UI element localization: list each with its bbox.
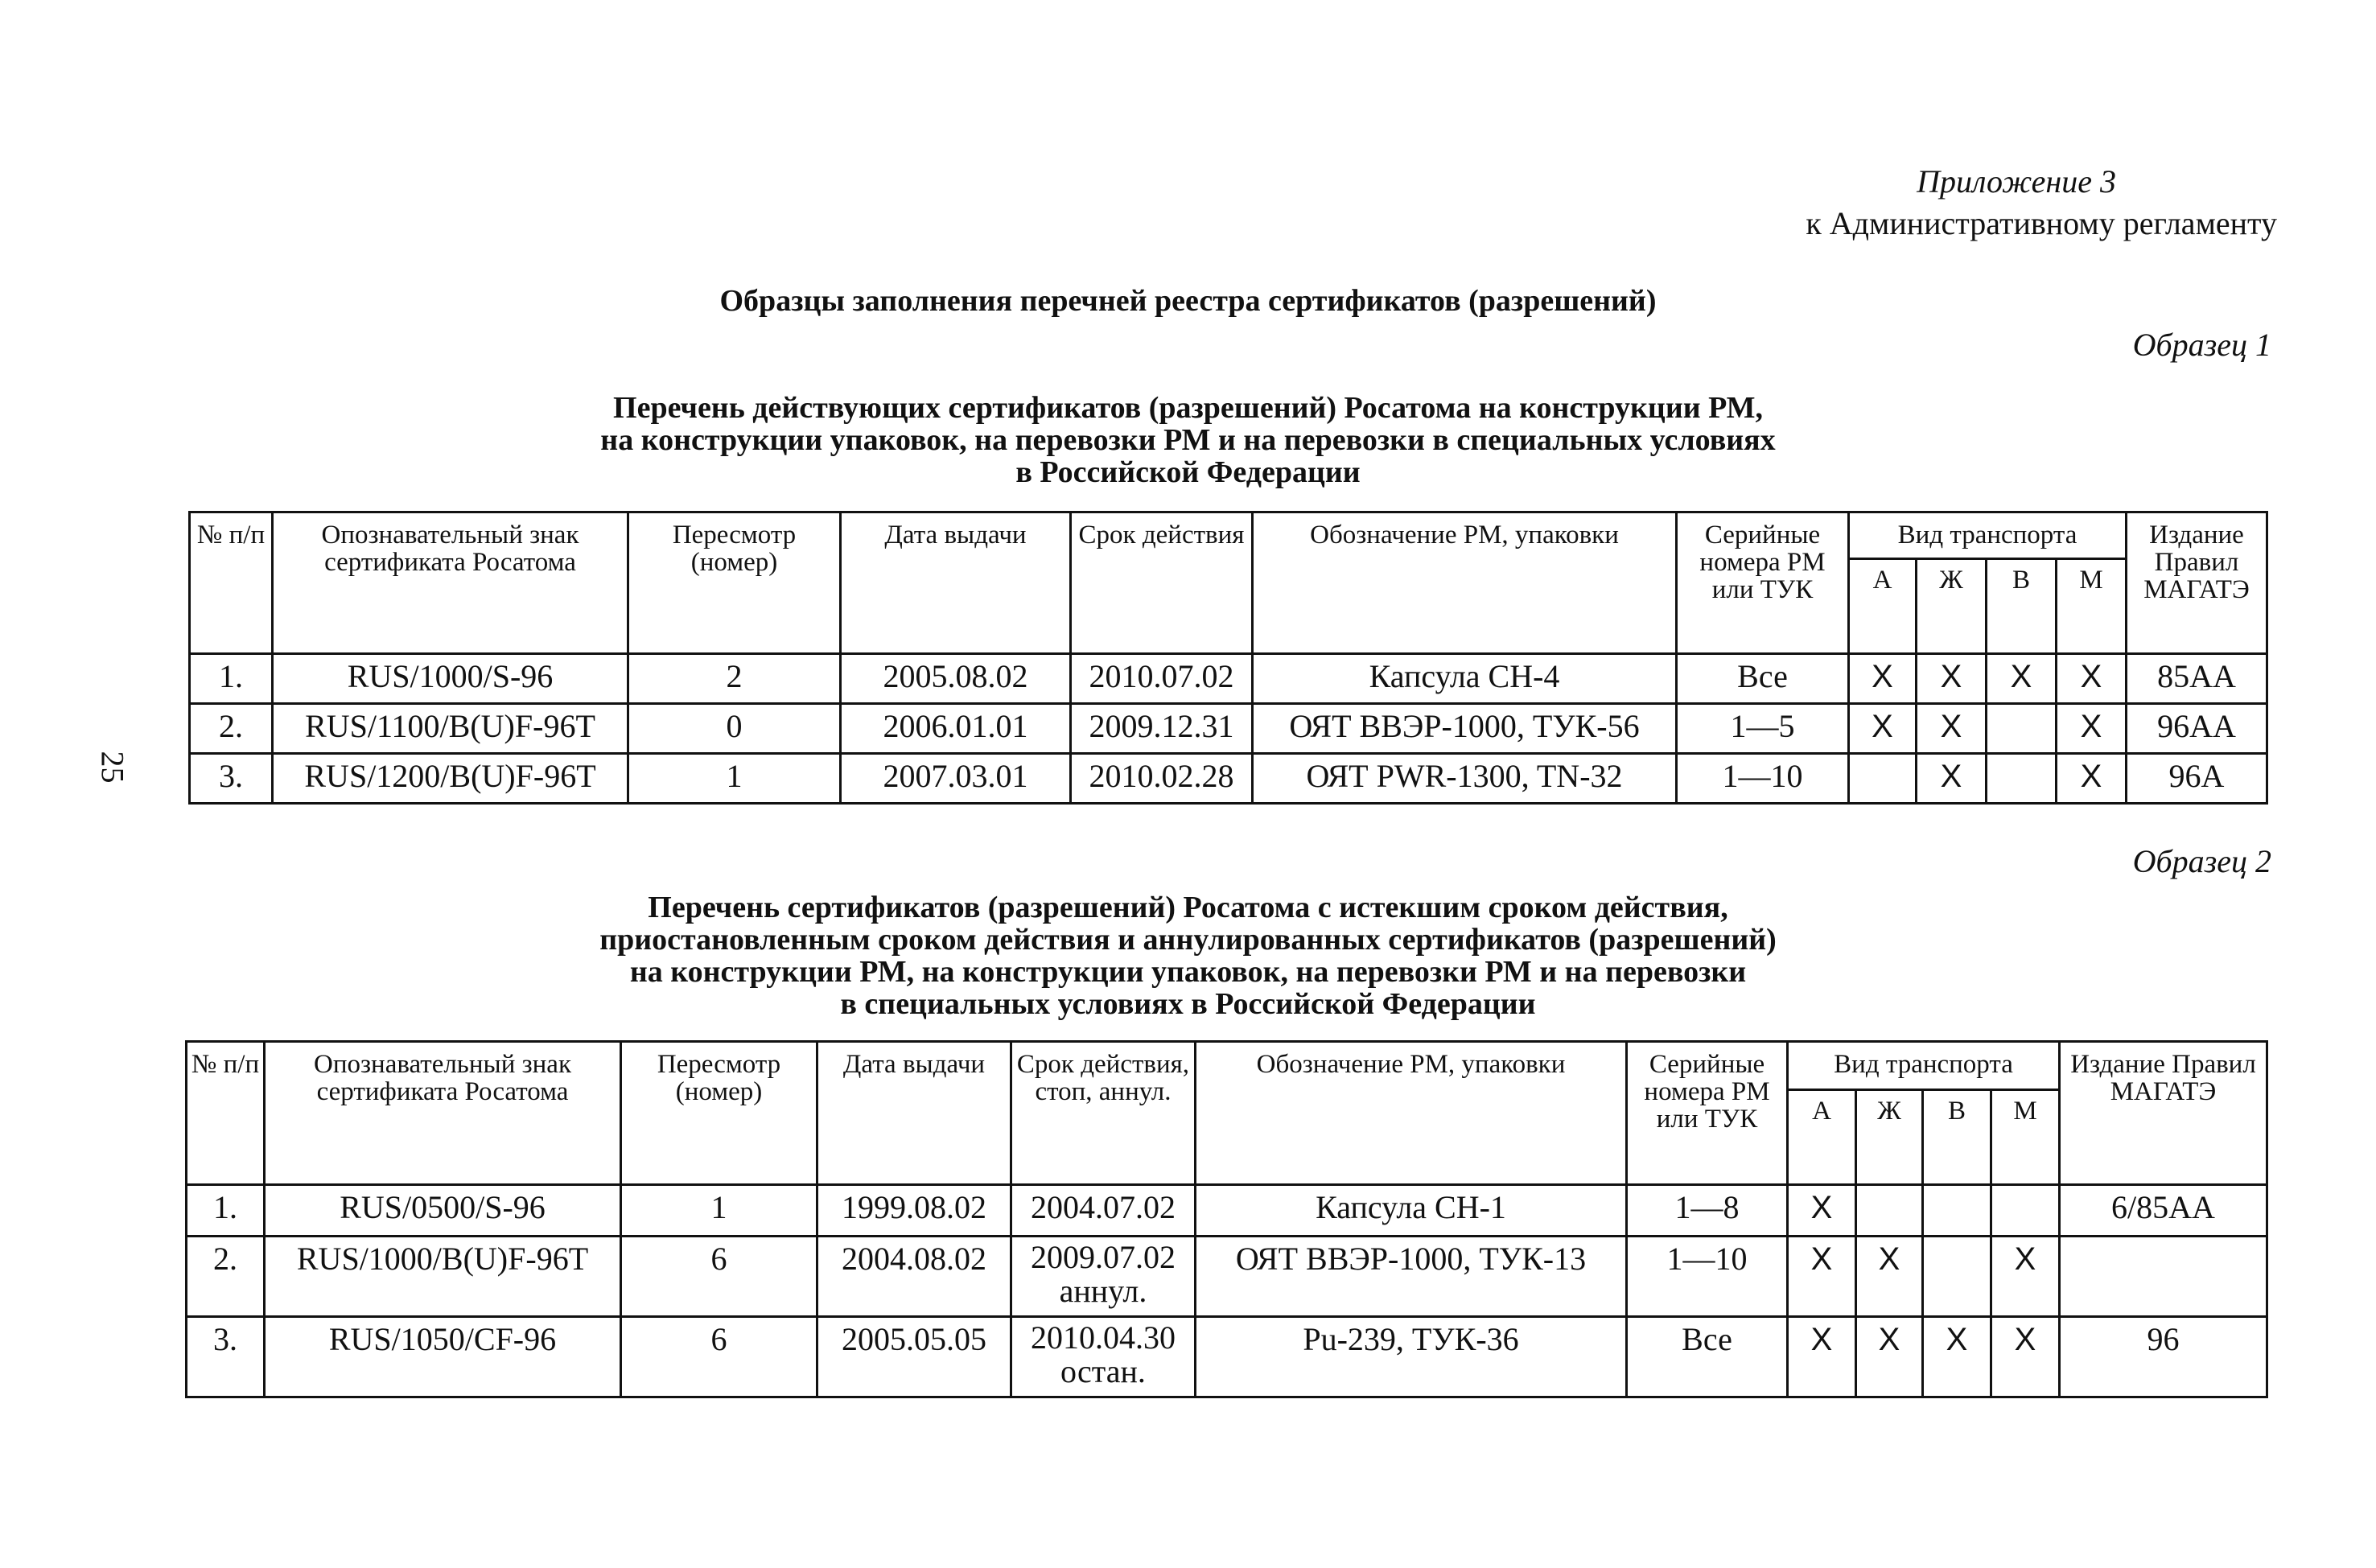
appendix-label: Приложение 3 — [1917, 163, 2116, 200]
cell-sign: RUS/1000/S-96 — [273, 654, 628, 704]
table-row — [187, 1237, 2267, 1317]
header-transport-zh: Ж — [1917, 559, 1987, 654]
cell-revision: 1 — [621, 1185, 817, 1237]
main-title: Образцы заполнения перечней реестра сертификатов (разрешений) — [719, 284, 1657, 318]
sample2-title — [0, 891, 2376, 1020]
sample1-title-line: на конструкции упаковок, на перевозки РМ и на перевозки в специальных условиях — [600, 423, 1776, 457]
header-serial: Серийные номера РМ или ТУК — [1677, 512, 1849, 654]
header-transport-m: М — [1991, 1090, 2060, 1185]
sample1-title — [0, 392, 2376, 488]
table-row — [187, 1185, 2267, 1237]
cell-transport-a: X — [1849, 704, 1917, 754]
cell-num: 1. — [187, 1185, 265, 1237]
cell-designation: Pu-239, ТУК-36 — [1196, 1317, 1627, 1397]
cell-transport-a: X — [1849, 654, 1917, 704]
cell-revision: 2 — [628, 654, 841, 704]
cell-transport-zh: X — [1856, 1317, 1923, 1397]
cell-transport-a: X — [1788, 1317, 1856, 1397]
header-revision: Пересмотр (номер) — [621, 1042, 817, 1185]
cell-transport-a: X — [1788, 1237, 1856, 1317]
header-edition: Издание Правил МАГАТЭ — [2127, 512, 2267, 654]
cell-issue-date: 2005.08.02 — [841, 654, 1071, 704]
header-edition: Издание Правил МАГАТЭ — [2060, 1042, 2267, 1185]
cell-transport-m: X — [2057, 704, 2127, 754]
cell-issue-date: 2007.03.01 — [841, 754, 1071, 804]
header-serial: Серийные номера РМ или ТУК — [1627, 1042, 1788, 1185]
header-validity: Срок действия — [1071, 512, 1253, 654]
page-number: 25 — [94, 751, 131, 784]
cell-designation: ОЯТ ВВЭР-1000, ТУК-56 — [1253, 704, 1677, 754]
table-row — [190, 654, 2267, 704]
cell-sign: RUS/1000/B(U)F-96T — [265, 1237, 621, 1317]
sample2-label: Образец 2 — [2132, 843, 2271, 879]
table-row — [187, 1317, 2267, 1397]
cell-transport-zh: X — [1856, 1237, 1923, 1317]
cell-transport-zh: X — [1917, 754, 1987, 804]
cell-transport-m: X — [1991, 1237, 2060, 1317]
table-row — [190, 704, 2267, 754]
header-designation: Обозначение РМ, упаковки — [1196, 1042, 1627, 1185]
cell-serial: 1—5 — [1677, 704, 1849, 754]
sample1-title-line: в Российской Федерации — [1015, 455, 1361, 489]
cell-transport-m: X — [2057, 754, 2127, 804]
cell-transport-m — [1991, 1185, 2060, 1237]
cell-serial: 1—8 — [1627, 1185, 1788, 1237]
cell-transport-v: X — [1923, 1317, 1991, 1397]
cell-edition: 85АА — [2127, 654, 2267, 704]
cell-serial: 1—10 — [1627, 1237, 1788, 1317]
sample2-table — [185, 1040, 2268, 1398]
cell-validity: 2004.07.02 — [1011, 1185, 1196, 1237]
header-designation: Обозначение РМ, упаковки — [1253, 512, 1677, 654]
cell-transport-v — [1923, 1185, 1991, 1237]
cell-issue-date: 2004.08.02 — [817, 1237, 1011, 1317]
header-transport-zh: Ж — [1856, 1090, 1923, 1185]
cell-transport-zh: X — [1917, 654, 1987, 704]
cell-transport-v — [1987, 754, 2057, 804]
cell-revision: 0 — [628, 704, 841, 754]
cell-designation: ОЯТ PWR-1300, TN-32 — [1253, 754, 1677, 804]
cell-validity: 2009.12.31 — [1071, 704, 1253, 754]
header-sign: Опознавательный знак сертификата Росатома — [265, 1042, 621, 1185]
cell-revision: 6 — [621, 1317, 817, 1397]
cell-validity: 2010.04.30 остан. — [1011, 1317, 1196, 1397]
header-transport-v: В — [1923, 1090, 1991, 1185]
cell-sign: RUS/1050/CF-96 — [265, 1317, 621, 1397]
cell-transport-zh — [1856, 1185, 1923, 1237]
header-sign: Опознавательный знак сертификата Росатома — [273, 512, 628, 654]
sample1-table — [188, 511, 2268, 805]
sample2-title-line: на конструкции РМ, на конструкции упаковок, на перевозки РМ и на перевозки — [629, 955, 1747, 989]
cell-designation: Капсула СН-1 — [1196, 1185, 1627, 1237]
header-transport-m: М — [2057, 559, 2127, 654]
cell-validity: 2010.07.02 — [1071, 654, 1253, 704]
cell-issue-date: 2006.01.01 — [841, 704, 1071, 754]
cell-num: 2. — [190, 704, 273, 754]
cell-issue-date: 2005.05.05 — [817, 1317, 1011, 1397]
header-transport-a: А — [1849, 559, 1917, 654]
cell-transport-m: X — [2057, 654, 2127, 704]
cell-sign: RUS/1200/B(U)F-96T — [273, 754, 628, 804]
sample1-title-line: Перечень действующих сертификатов (разрешений) Росатома на конструкции РМ, — [613, 391, 1763, 425]
appendix-subtitle: к Административному регламенту — [1806, 205, 2277, 241]
cell-serial: Все — [1677, 654, 1849, 704]
cell-sign: RUS/1100/B(U)F-96T — [273, 704, 628, 754]
cell-transport-v — [1987, 704, 2057, 754]
sample2-title-line: приостановленным сроком действия и аннулированных сертификатов (разрешений) — [599, 923, 1777, 957]
cell-serial: Все — [1627, 1317, 1788, 1397]
cell-transport-v: X — [1987, 654, 2057, 704]
header-issue-date: Дата выдачи — [841, 512, 1071, 654]
header-num: № п/п — [190, 512, 273, 654]
cell-num: 1. — [190, 654, 273, 704]
cell-num: 3. — [187, 1317, 265, 1397]
sample1-label: Образец 1 — [2132, 327, 2271, 363]
cell-num: 2. — [187, 1237, 265, 1317]
header-revision: Пересмотр (номер) — [628, 512, 841, 654]
cell-num: 3. — [190, 754, 273, 804]
cell-edition: 96АА — [2127, 704, 2267, 754]
header-issue-date: Дата выдачи — [817, 1042, 1011, 1185]
cell-edition: 6/85АА — [2060, 1185, 2267, 1237]
cell-designation: Капсула СН-4 — [1253, 654, 1677, 704]
header-validity: Срок действия, стоп, аннул. — [1011, 1042, 1196, 1185]
cell-edition: 96 — [2060, 1317, 2267, 1397]
cell-validity: 2009.07.02 аннул. — [1011, 1237, 1196, 1317]
cell-issue-date: 1999.08.02 — [817, 1185, 1011, 1237]
cell-edition — [2060, 1237, 2267, 1317]
cell-validity: 2010.02.28 — [1071, 754, 1253, 804]
cell-transport-a — [1849, 754, 1917, 804]
header-num: № п/п — [187, 1042, 265, 1185]
cell-sign: RUS/0500/S-96 — [265, 1185, 621, 1237]
cell-transport-v — [1923, 1237, 1991, 1317]
header-transport-v: В — [1987, 559, 2057, 654]
cell-designation: ОЯТ ВВЭР-1000, ТУК-13 — [1196, 1237, 1627, 1317]
header-transport: Вид транспорта — [1849, 512, 2127, 559]
sample2-title-line: Перечень сертификатов (разрешений) Росатома с истекшим сроком действия, — [648, 891, 1728, 924]
cell-revision: 6 — [621, 1237, 817, 1317]
cell-serial: 1—10 — [1677, 754, 1849, 804]
cell-revision: 1 — [628, 754, 841, 804]
header-transport: Вид транспорта — [1788, 1042, 2060, 1090]
appendix-header — [1609, 161, 2277, 245]
cell-transport-zh: X — [1917, 704, 1987, 754]
cell-edition: 96А — [2127, 754, 2267, 804]
cell-transport-a: X — [1788, 1185, 1856, 1237]
header-transport-a: А — [1788, 1090, 1856, 1185]
cell-transport-m: X — [1991, 1317, 2060, 1397]
table-row — [190, 754, 2267, 804]
sample2-title-line: в специальных условиях в Российской Федерации — [840, 987, 1536, 1021]
